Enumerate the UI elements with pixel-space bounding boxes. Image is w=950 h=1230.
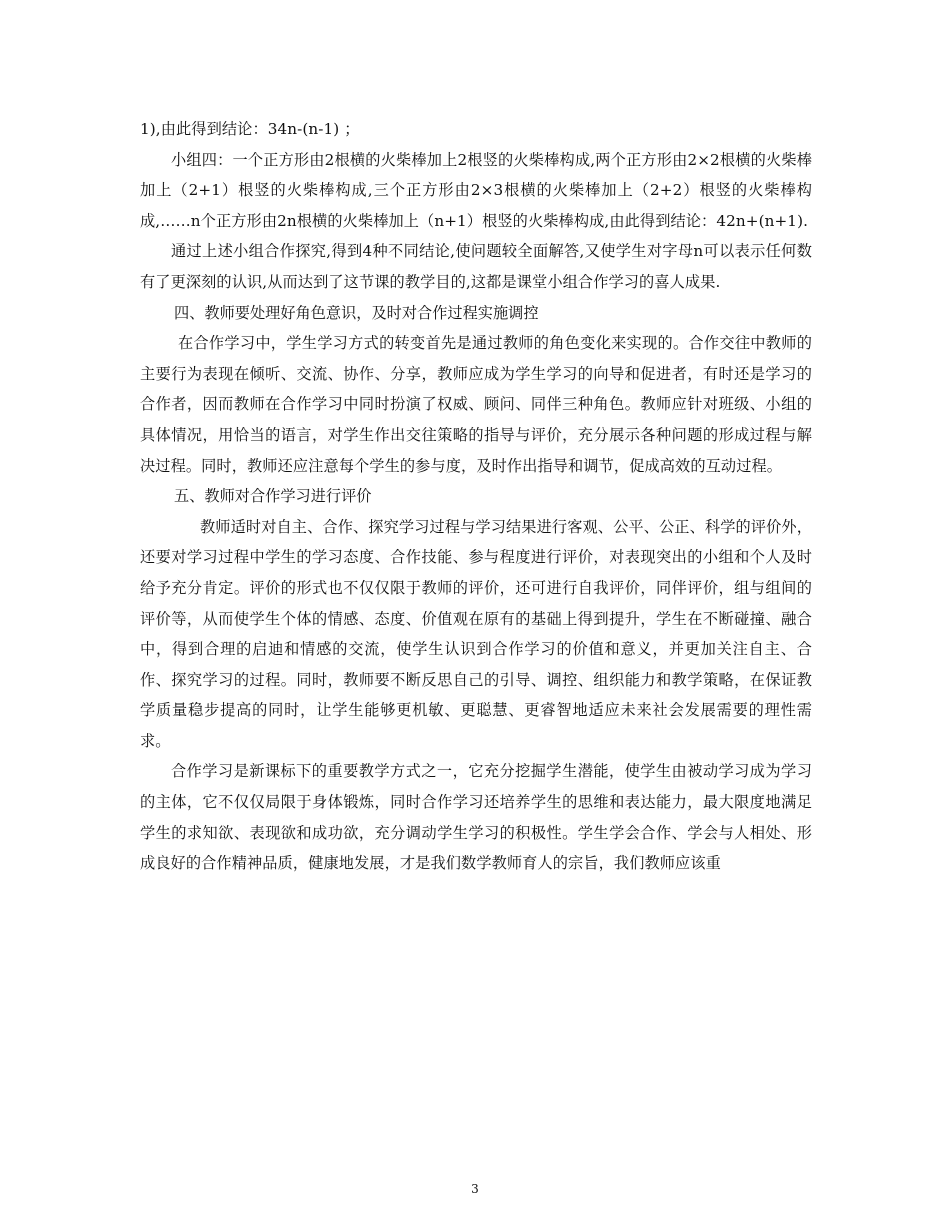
page-number: 3 — [471, 1182, 479, 1196]
paragraph-group-four: 小组四：一个正方形由2根横的火柴棒加上2根竖的火柴棒构成,两个正方形由2×2根横的火柴棒加上（2+1）根竖的火柴棒构成,三个正方形由2×3根横的火柴棒加上（2+2）根竖的火柴棒构成,……n个正方形由2n根横的火柴棒加上（n+1）根竖的火柴棒构成,由此得到结论：42n+(n+1). — [140, 150, 812, 230]
paragraph-conclusion: 合作学习是新课标下的重要教学方式之一，它充分挖掘学生潜能，使学生由被动学习成为学习的主体，它不仅仅局限于身体锻炼，同时合作学习还培养学生的思维和表达能力，最大限度地满足学生的求知欲、表现欲和成功欲，充分调动学生学习的积极性。学生学会合作、学会与人相处、形成良好的合作精神品质，健康地发展，才是我们数学教师育人的宗旨，我们教师应该重 — [140, 762, 812, 873]
paragraph-summary: 通过上述小组合作探究,得到4种不同结论,使问题较全面解答,又使学生对字母n可以表示任何数有了更深刻的认识,从而达到了这节课的教学目的,这都是课堂小组合作学习的喜人成果. — [140, 242, 812, 291]
document-body — [140, 114, 812, 879]
section-heading-five: 五、教师对合作学习进行评价 — [174, 487, 372, 506]
paragraph-conclusion-group-three: 1),由此得到结论：34n-(n-1) ； — [140, 120, 360, 138]
paragraph-evaluation: 教师适时对自主、合作、探究学习过程与学习结果进行客观、公平、公正、科学的评价外，还要对学习过程中学生的学习态度、合作技能、参与程度进行评价，对表现突出的小组和个人及时给予充分肯定。评价的形式也不仅仅限于教师的评价，还可进行自我评价，同伴评价，组与组间的评价等，从而使学生个体的情感、态度、价值观在原有的基础上得到提升，学生在不断碰撞、融合中，得到合理的启迪和情感的交流，使学生认识到合作学习的价值和意义，并更加关注自主、合作、探究学习的过程。同时，教师要不断反思自己的引导、调控、组织能力和教学策略，在保证教学质量稳步提高的同时，让学生能够更机敏、更聪慧、更睿智地适应未来社会发展需要的理性需求。 — [140, 517, 812, 750]
section-heading-four: 四、教师要处理好角色意识，及时对合作过程实施调控 — [174, 303, 539, 322]
paragraph-teacher-role: 在合作学习中，学生学习方式的转变首先是通过教师的角色变化来实现的。合作交往中教师的主要行为表现在倾听、交流、协作、分享，教师应成为学生学习的向导和促进者，有时还是学习的合作者，因而教师在合作学习中同时扮演了权威、顾问、同伴三种角色。教师应针对班级、小组的具体情况，用恰当的语言，对学生作出交往策略的指导与评价，充分展示各种问题的形成过程与解决过程。同时，教师还应注意每个学生的参与度，及时作出指导和调节，促成高效的互动过程。 — [140, 334, 812, 475]
